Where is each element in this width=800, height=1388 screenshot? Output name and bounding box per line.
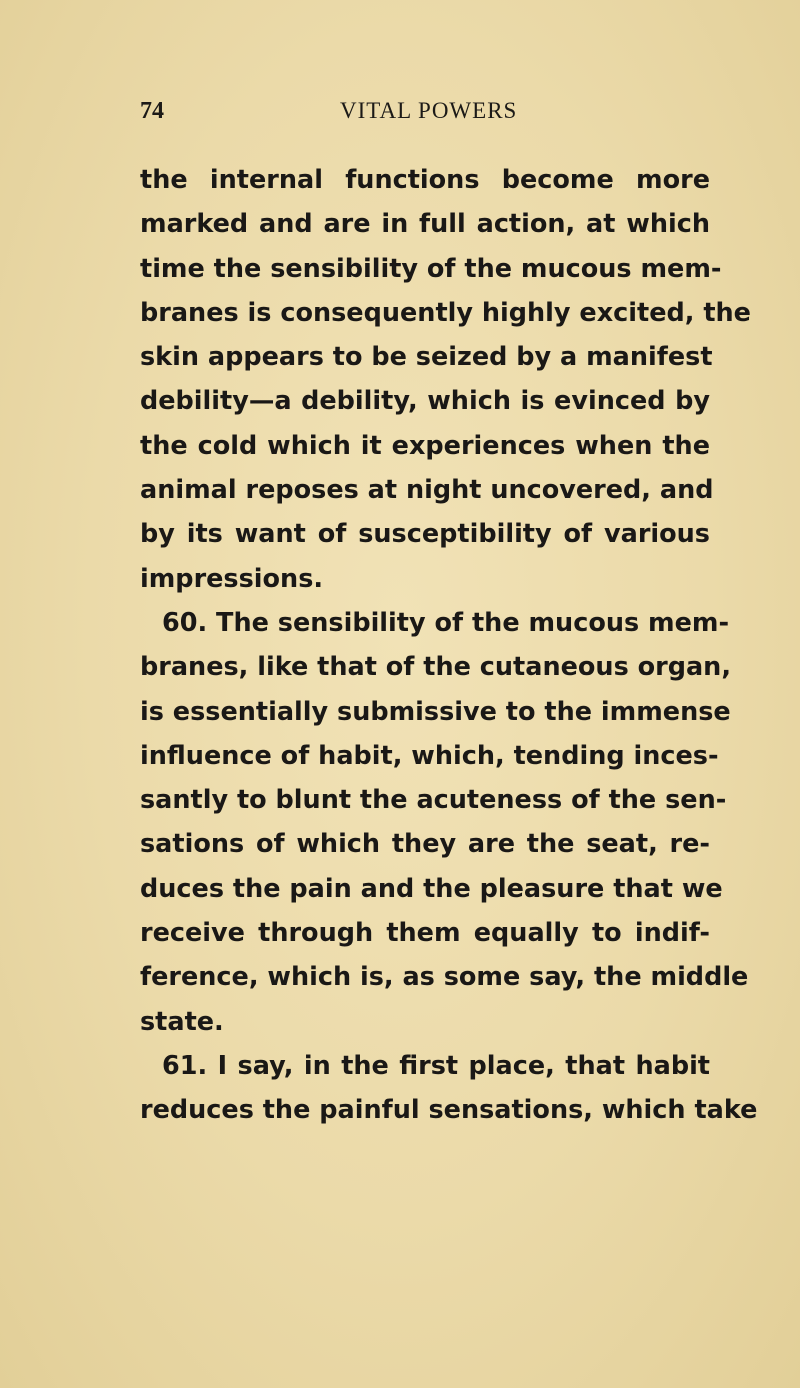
text-line: the internal functions become more	[140, 165, 710, 195]
text-line: duces the pain and the pleasure that we	[140, 873, 723, 904]
paragraph-start-60: 60. The sensibility of the mucous mem-	[162, 607, 730, 638]
paragraph-start-61: 61. I say, in the first place, that habit	[162, 1050, 710, 1081]
text-line: the cold which it experiences when the	[140, 430, 710, 461]
text-line: sations of which they are the seat, re-	[140, 829, 710, 860]
running-title: VITAL POWERS	[340, 98, 518, 123]
text-line: receive through them equally to indif-	[140, 918, 710, 949]
running-head	[0, 98, 800, 128]
text-line: santly to blunt the acuteness of the sen-	[140, 785, 727, 816]
text-line: skin appears to be seized by a manifest	[140, 342, 713, 373]
text-line: reduces the painful sensations, which take	[140, 1095, 758, 1126]
body-text	[140, 158, 758, 1133]
text-line: influence of habit, which, tending inces-	[140, 740, 719, 771]
text-line: impressions.	[140, 563, 324, 594]
text-line: is essentially submissive to the immense	[140, 696, 731, 727]
text-line: animal reposes at night uncovered, and	[140, 475, 714, 506]
text-line: state.	[140, 1006, 224, 1037]
text-line: branes, like that of the cutaneous organ,	[140, 652, 732, 683]
text-line: debility—a debility, which is evinced by	[140, 386, 710, 417]
text-line: ference, which is, as some say, the middle	[140, 962, 749, 993]
text-line: branes is consequently highly excited, the	[140, 297, 751, 328]
page-number: 74	[140, 98, 164, 124]
text-line: time the sensibility of the mucous mem-	[140, 253, 722, 284]
text-line: marked and are in full action, at which	[140, 209, 710, 240]
text-line: by its want of susceptibility of various	[140, 519, 710, 550]
